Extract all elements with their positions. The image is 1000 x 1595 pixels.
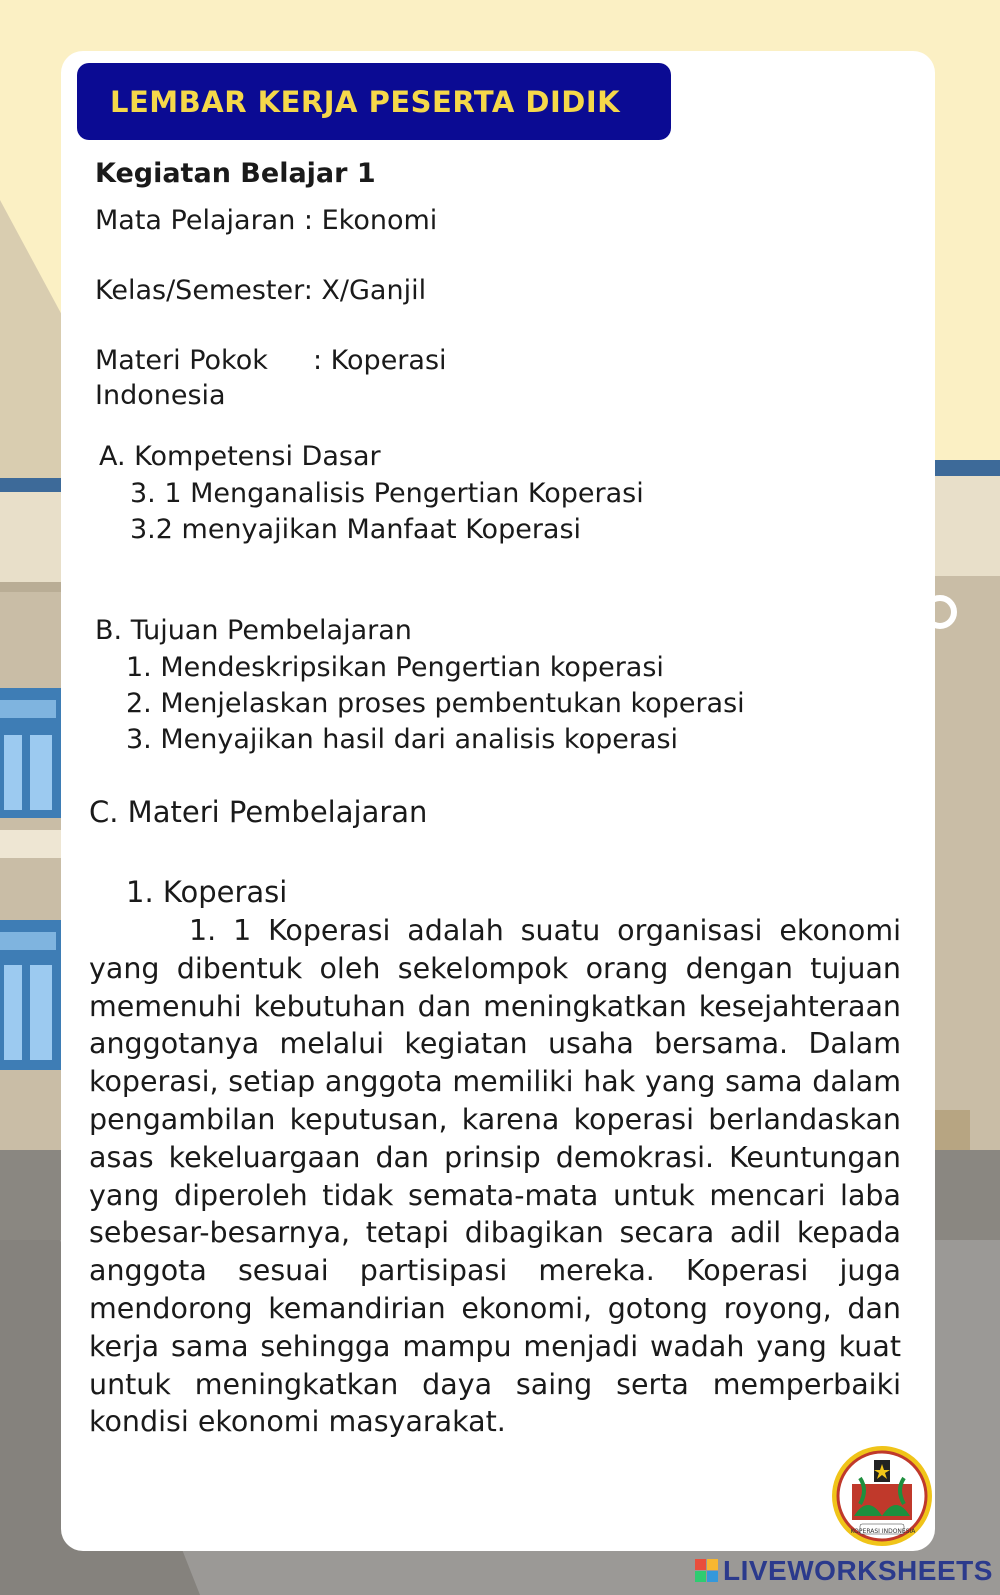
watermark-text: LIVEWORKSHEETS xyxy=(723,1555,993,1586)
kompetensi-item: 3.2 menyajikan Manfaat Koperasi xyxy=(130,514,582,545)
tujuan-item: 1. Mendeskripsikan Pengertian koperasi xyxy=(126,652,664,683)
tujuan-heading: B. Tujuan Pembelajaran xyxy=(95,615,412,646)
emblem-caption xyxy=(843,1524,923,1536)
kelas-semester: Kelas/Semester: X/Ganjil xyxy=(95,275,427,306)
worksheet-title: LEMBAR KERJA PESERTA DIDIK xyxy=(110,84,621,119)
materi-pokok-label: Materi Pokok xyxy=(95,345,268,376)
emblem-caption-text: KOPERASI INDONESIA xyxy=(850,1528,916,1535)
kompetensi-heading: A. Kompetensi Dasar xyxy=(99,441,381,472)
materi-pokok-value: : Koperasi xyxy=(313,345,447,376)
liveworksheets-logo-icon xyxy=(695,1559,719,1583)
kegiatan-heading: Kegiatan Belajar 1 xyxy=(95,158,376,189)
liveworksheets-watermark xyxy=(695,1555,993,1587)
title-banner xyxy=(77,63,671,140)
materi-pokok-cont: Indonesia xyxy=(95,380,226,411)
tujuan-item: 3. Menyajikan hasil dari analisis koperasi xyxy=(126,724,679,755)
tujuan-item: 2. Menjelaskan proses pembentukan koperasi xyxy=(126,688,745,719)
kompetensi-item: 3. 1 Menganalisis Pengertian Koperasi xyxy=(130,478,644,509)
materi-subheading: 1. Koperasi xyxy=(126,875,288,909)
materi-heading: C. Materi Pembelajaran xyxy=(89,795,428,829)
koperasi-paragraph: 1. 1 Koperasi adalah suatu organisasi ekonomi yang dibentuk oleh sekelompok orang dengan tujuan memenuhi kebutuhan dan meningkatkan kesejahteraan anggotanya melalui kegiatan usaha bersama. Dalam koperasi, setiap anggota memiliki hak yang sama dalam pengambilan keputusan, karena koperasi berlandaskan asas kekeluargaan dan prinsip demokrasi. Keuntungan yang diperoleh tidak semata-mata untuk mencari laba sebesar-besarnya, tetapi dibagikan secara adil kepada anggota sesuai partisipasi mereka. Koperasi juga mendorong kemandirian ekonomi, gotong royong, dan kerja sama sehingga mampu menjadi wadah yang kuat untuk meningkatkan daya saing serta memperbaiki kondisi ekonomi masyarakat. xyxy=(89,914,901,1439)
mata-pelajaran: Mata Pelajaran : Ekonomi xyxy=(95,205,438,236)
